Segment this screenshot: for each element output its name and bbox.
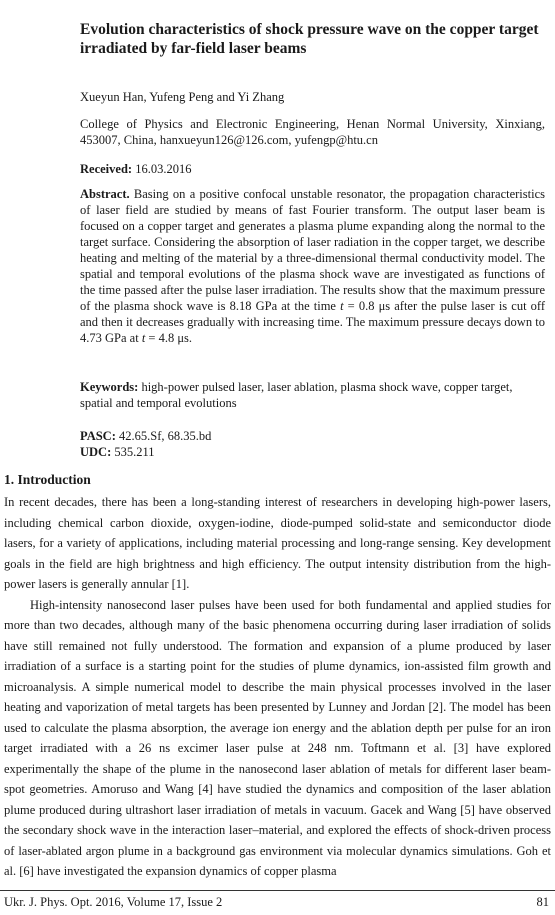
author-list: Xueyun Han, Yufeng Peng and Yi Zhang	[80, 90, 285, 104]
abstract-time-var-2: t	[141, 331, 146, 345]
paper-title: Evolution characteristics of shock pressure wave on the copper target irradiated by far-field laser beams	[80, 21, 539, 57]
footer-divider	[0, 890, 555, 891]
pasc-value: 42.65.Sf, 68.35.bd	[119, 429, 212, 443]
body-text	[4, 492, 551, 882]
pasc-line	[80, 428, 211, 444]
abstract-label: Abstract.	[80, 187, 130, 201]
affiliation: College of Physics and Electronic Engineering, Henan Normal University, Xinxiang, 453007, China, hanxueyun126@126.com, yufengp@htu.cn	[80, 117, 545, 147]
page-number: 81	[536, 895, 549, 909]
received-date	[80, 162, 191, 177]
paragraph: High-intensity nanosecond laser pulses have been used for both fundamental and applied studies for more than two decades, although many of the basic phenomena occurring during laser irradiation of solids have still remained not fully understood. The formation and expansion of a plume produced by laser irradiation of a surface is a starting point for the studies of plume dynamics, ion-assisted film growth and microanalysis. A simple numerical model to describe the main physical processes involved in the laser heating and vaporization of metal targets has been presented by Lunney and Jordan [2]. The model has been used to calculate the plasma absorption, the average ion energy and the ablation depth per pulse for an iron target irradiated with a 26 ns excimer laser pulse at 248 nm. Toftmann et al. [3] have explored experimentally the shape of the plume in the nanosecond laser ablation of metals for different laser beam-spot geometries. Amoruso and Wang [4] have studied the dynamics and composition of the laser ablation plume produced during ultrashort laser irradiation of metals in vacuum. Gacek and Wang [5] have observed the secondary shock wave in the interaction laser–material, and explored the effects of shock-driven process of laser-ablated argon plume in a background gas environment via molecular dynamics simulations. Goh et al. [6] have investigated the expansion dynamics of copper plasma	[4, 597, 551, 878]
paragraph: In recent decades, there has been a long-standing interest of researchers in developing high-power lasers, including chemical carbon dioxide, oxygen-iodine, diode-pumped solid-state and semiconductor diode lasers, for a variety of applications, including material processing and long-range sensing. Key development goals in the field are high brightness and high efficiency. The output intensity distribution from the high-power lasers is generally annular [1].	[4, 495, 551, 591]
abstract-time-var-1: t	[340, 299, 344, 313]
footer-journal: Ukr. J. Phys. Opt. 2016, Volume 17, Issue 2	[4, 895, 223, 909]
abstract	[80, 186, 545, 346]
keywords-text: high-power pulsed laser, laser ablation, plasma shock wave, copper target, spatial and temporal evolutions	[80, 380, 513, 410]
udc-label: UDC:	[80, 445, 112, 459]
udc-line	[80, 444, 211, 460]
abstract-text-c: = 4.8 μs.	[145, 331, 193, 345]
received-value: 16.03.2016	[135, 162, 192, 176]
abstract-text-b: = 0.8 μs after the pulse laser is cut off and then it decreases gradually with increasing time. The maximum pressure decays down to 4.73 GPa at	[80, 299, 545, 345]
pasc-label: PASC:	[80, 429, 116, 443]
keywords	[80, 379, 545, 411]
keywords-label: Keywords:	[80, 380, 139, 394]
abstract-text-a: Basing on a positive confocal unstable resonator, the propagation characteristics of laser field are studied by means of fast Fourier transform. The output laser beam is focused on a copper target and generates a plasma plume expanding along the normal to the target surface. Considering the absorption of laser radiation in the copper target, we describe heating and melting of the material by a three-dimensional thermal conductivity model. The spatial and temporal evolutions of the plasma shock wave are investigated as functions of the time passed after the pulse laser irradiation. The results show that the maximum pressure of the plasma shock wave is 8.18 GPa at the time	[80, 187, 546, 313]
received-label: Received:	[80, 162, 133, 176]
classification	[80, 428, 211, 460]
udc-value: 535.211	[114, 445, 155, 459]
section-heading: 1. Introduction	[4, 472, 91, 487]
